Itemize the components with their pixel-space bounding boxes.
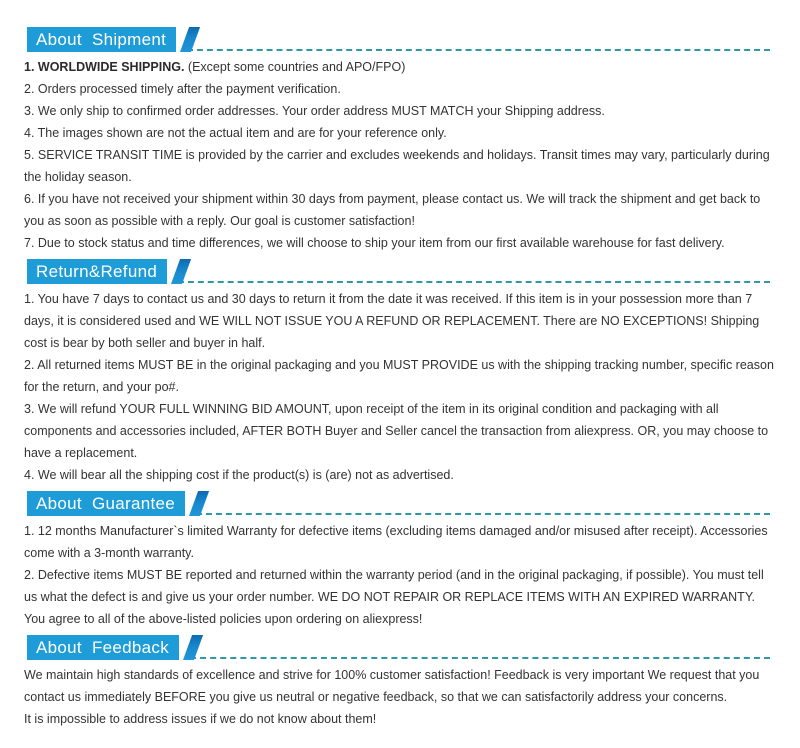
section-title: About Feedback: [36, 638, 170, 657]
policy-item: We maintain high standards of excellence and strive for 100% customer satisfaction! Feedback is very important We request that you contact us immediately BEFORE you give us neutral or negative feedback, so that we can satisfactorily address your concerns.: [24, 668, 760, 704]
section-title-banner: [27, 27, 176, 52]
section-feedback: [24, 635, 778, 730]
policy-item: 4. The images shown are not the actual item and are for your reference only.: [24, 126, 447, 140]
dotted-underline: [190, 657, 770, 659]
section-title: Return&Refund: [36, 262, 158, 281]
policy-item: 1. WORLDWIDE SHIPPING. (Except some countries and APO/FPO): [24, 60, 406, 74]
section-content: [24, 288, 778, 486]
policy-item: It is impossible to address issues if we do not know about them!: [24, 712, 377, 726]
policy-item: 1. 12 months Manufacturer`s limited Warranty for defective items (excluding items damaged and/or misused after receipt). Accessories come with a 3-month warranty.: [24, 524, 768, 560]
section-title: About Shipment: [36, 30, 167, 49]
section-header: [27, 259, 778, 284]
section-shipment: [24, 27, 778, 254]
policy-item: 5. SERVICE TRANSIT TIME is provided by the carrier and excludes weekends and holidays. Transit times may vary, particularly during the holiday season.: [24, 148, 770, 184]
policy-item: 3. We will refund YOUR FULL WINNING BID AMOUNT, upon receipt of the item in its original condition and packaging with all components and accessories included, AFTER BOTH Buyer and Seller cancel the transaction from aliexpress. OR, you may choose to have a replacement.: [24, 402, 769, 460]
dotted-underline: [187, 49, 770, 51]
section-return-refund: [24, 259, 778, 486]
policy-item: 2. Defective items MUST BE reported and returned within the warranty period (and in the original packaging, if possible). You must tell us what the defect is and give us your order number. WE DO NOT REPAIR OR REPLACE ITEMS WITH AN EXPIRED WARRANTY.: [24, 568, 764, 604]
section-content: [24, 56, 778, 254]
section-title-banner: [27, 259, 167, 284]
dotted-underline: [196, 513, 770, 515]
section-content: [24, 664, 778, 730]
policy-item: 1. You have 7 days to contact us and 30 days to return it from the date it was received. If this item is in your possession more than 7 days, it is considered used and WE WILL NOT ISSUE YOU A REFUND OR REPLACEMENT. There are NO EXCEPTIONS! Shipping cost is bear by both seller and buyer in half.: [24, 292, 760, 350]
policy-item: 4. We will bear all the shipping cost if the product(s) is (are) not as advertised.: [24, 468, 454, 482]
section-title-banner: [27, 635, 179, 660]
policy-item: 2. Orders processed timely after the payment verification.: [24, 82, 341, 96]
section-title: About Guarantee: [36, 494, 175, 513]
section-content: [24, 520, 778, 630]
policy-item: 6. If you have not received your shipment within 30 days from payment, please contact us. We will track the shipment and get back to you as soon as possible with a reply. Our goal is customer satisfaction!: [24, 192, 761, 228]
section-header: [27, 491, 778, 516]
dotted-underline: [178, 281, 770, 283]
section-header: [27, 635, 778, 660]
policy-item-bold: 1. WORLDWIDE SHIPPING.: [24, 60, 185, 74]
section-header: [27, 27, 778, 52]
section-title-banner: [27, 491, 185, 516]
policy-item: You agree to all of the above-listed policies upon ordering on aliexpress!: [24, 612, 423, 626]
policy-item: 7. Due to stock status and time differences, we will choose to ship your item from our first available warehouse for fast delivery.: [24, 236, 725, 250]
policy-item: 2. All returned items MUST BE in the original packaging and you MUST PROVIDE us with the shipping tracking number, specific reason for the return, and your po#.: [24, 358, 774, 394]
section-guarantee: [24, 491, 778, 630]
policy-item: 3. We only ship to confirmed order addresses. Your order address MUST MATCH your Shipping address.: [24, 104, 605, 118]
